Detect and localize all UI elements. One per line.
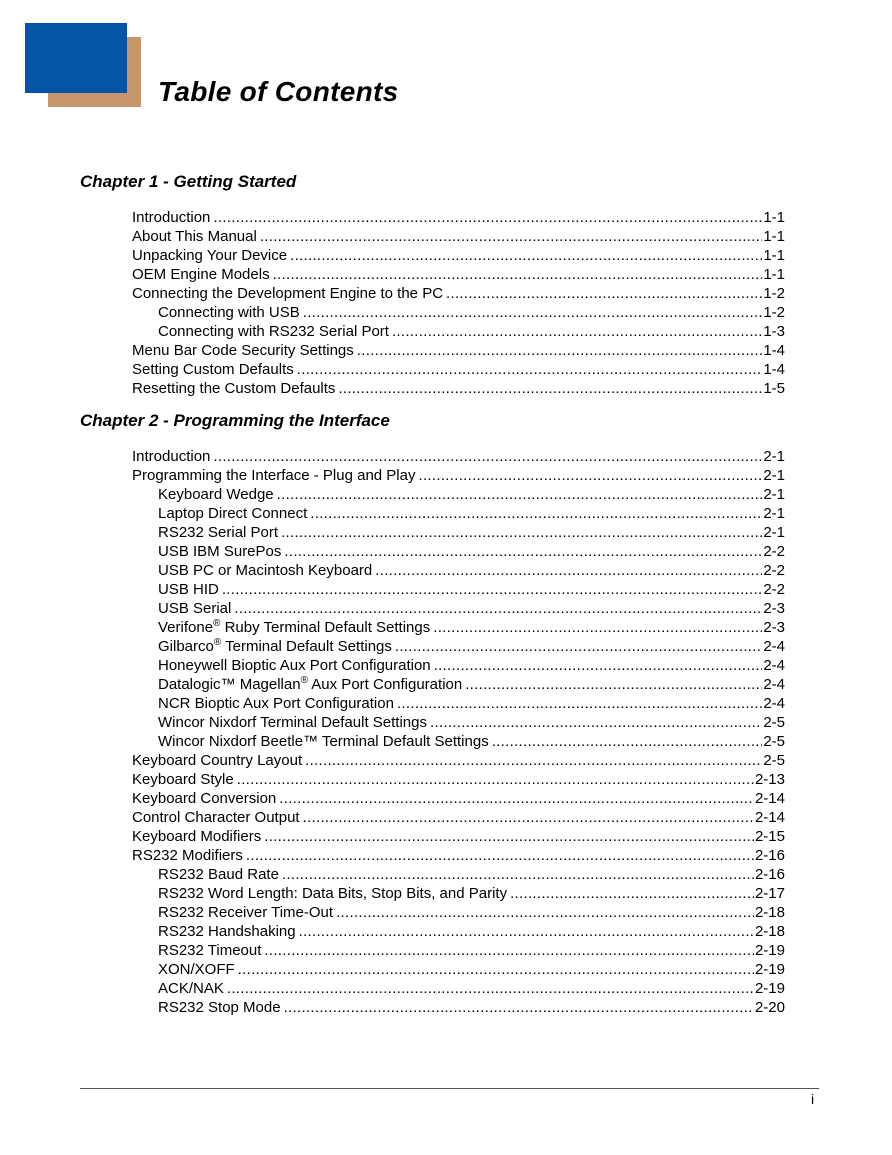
toc-entry-laptop-direct-connect[interactable]: Laptop Direct Connect ..... 2-1 <box>158 504 785 523</box>
toc-entry-keyboard-wedge[interactable]: Keyboard Wedge ..... 2-1 <box>158 485 785 504</box>
toc-entry-plug-and-play[interactable]: Programming the Interface - Plug and Play ..... 2-1 <box>132 466 785 485</box>
toc-entry-rs232-stop-mode[interactable]: RS232 Stop Mode ..... 2-20 <box>158 998 785 1017</box>
toc-entry-keyboard-modifiers[interactable]: Keyboard Modifiers ..... 2-15 <box>132 827 785 846</box>
toc-entry-rs232-handshaking[interactable]: RS232 Handshaking ..... 2-18 <box>158 922 785 941</box>
toc-entry-unpacking-your-device[interactable]: Unpacking Your Device ..... 1-1 <box>132 246 785 265</box>
toc-entry-usb-hid[interactable]: USB HID ..... 2-2 <box>158 580 785 599</box>
toc-entry-xon-xoff[interactable]: XON/XOFF ..... 2-19 <box>158 960 785 979</box>
toc-entry-resetting-custom-defaults[interactable]: Resetting the Custom Defaults ..... 1-5 <box>132 379 785 398</box>
toc-entry-wincor-nixdorf-terminal[interactable]: Wincor Nixdorf Terminal Default Settings ..... 2-5 <box>158 713 785 732</box>
toc-entry-rs232-word-length[interactable]: RS232 Word Length: Data Bits, Stop Bits, and Parity ..... 2-17 <box>158 884 785 903</box>
toc-entry-about-this-manual[interactable]: About This Manual ..... 1-1 <box>132 227 785 246</box>
toc-entry-rs232-baud-rate[interactable]: RS232 Baud Rate ..... 2-16 <box>158 865 785 884</box>
toc-entry-usb-ibm-surepos[interactable]: USB IBM SurePos ..... 2-2 <box>158 542 785 561</box>
toc-entry-rs232-modifiers[interactable]: RS232 Modifiers ..... 2-16 <box>132 846 785 865</box>
toc-entry-keyboard-country-layout[interactable]: Keyboard Country Layout ..... 2-5 <box>132 751 785 770</box>
logo-blue-square <box>25 23 127 93</box>
toc-entry-verifone-ruby[interactable]: Verifone® Ruby Terminal Default Settings ..... 2-3 <box>158 618 785 637</box>
toc-entry-ack-nak[interactable]: ACK/NAK ..... 2-19 <box>158 979 785 998</box>
toc-entry-introduction[interactable]: Introduction ..... 2-1 <box>132 447 785 466</box>
toc-entry-wincor-nixdorf-beetle[interactable]: Wincor Nixdorf Beetle™ Terminal Default Settings ..... 2-5 <box>158 732 785 751</box>
toc-entry-menu-bar-code-security[interactable]: Menu Bar Code Security Settings ..... 1-4 <box>132 341 785 360</box>
toc-entry-keyboard-conversion[interactable]: Keyboard Conversion ..... 2-14 <box>132 789 785 808</box>
toc-entry-connecting-with-usb[interactable]: Connecting with USB ..... 1-2 <box>158 303 785 322</box>
toc-entry-datalogic-magellan[interactable]: Datalogic™ Magellan® Aux Port Configuration ..... 2-4 <box>158 675 785 694</box>
toc-entry-connecting-with-rs232[interactable]: Connecting with RS232 Serial Port ..... 1-3 <box>158 322 785 341</box>
toc-entry-setting-custom-defaults[interactable]: Setting Custom Defaults ..... 1-4 <box>132 360 785 379</box>
toc-entry-ncr-bioptic[interactable]: NCR Bioptic Aux Port Configuration ..... 2-4 <box>158 694 785 713</box>
chapter-2-heading: Chapter 2 - Programming the Interface <box>80 411 390 430</box>
toc-entry-keyboard-style[interactable]: Keyboard Style ..... 2-13 <box>132 770 785 789</box>
toc-entry-gilbarco[interactable]: Gilbarco® Terminal Default Settings ..... 2-4 <box>158 637 785 656</box>
toc-entry-introduction[interactable]: Introduction ..... 1-1 <box>132 208 785 227</box>
page-number: i <box>811 1091 815 1107</box>
toc-entry-control-character-output[interactable]: Control Character Output ..... 2-14 <box>132 808 785 827</box>
toc-entry-usb-pc-mac-keyboard[interactable]: USB PC or Macintosh Keyboard ..... 2-2 <box>158 561 785 580</box>
toc-entry-honeywell-bioptic[interactable]: Honeywell Bioptic Aux Port Configuration ..... 2-4 <box>158 656 785 675</box>
page-title: Table of Contents <box>158 76 399 107</box>
toc-entry-rs232-receiver-timeout[interactable]: RS232 Receiver Time-Out ..... 2-18 <box>158 903 785 922</box>
toc-entry-usb-serial[interactable]: USB Serial ..... 2-3 <box>158 599 785 618</box>
toc-entry-rs232-timeout[interactable]: RS232 Timeout ..... 2-19 <box>158 941 785 960</box>
chapter-1-heading: Chapter 1 - Getting Started <box>80 172 297 191</box>
toc-entry-oem-engine-models[interactable]: OEM Engine Models ..... 1-1 <box>132 265 785 284</box>
toc-entry-connecting-engine-to-pc[interactable]: Connecting the Development Engine to the PC ..... 1-2 <box>132 284 785 303</box>
toc-entry-rs232-serial-port[interactable]: RS232 Serial Port ..... 2-1 <box>158 523 785 542</box>
footer-rule <box>80 1088 819 1089</box>
